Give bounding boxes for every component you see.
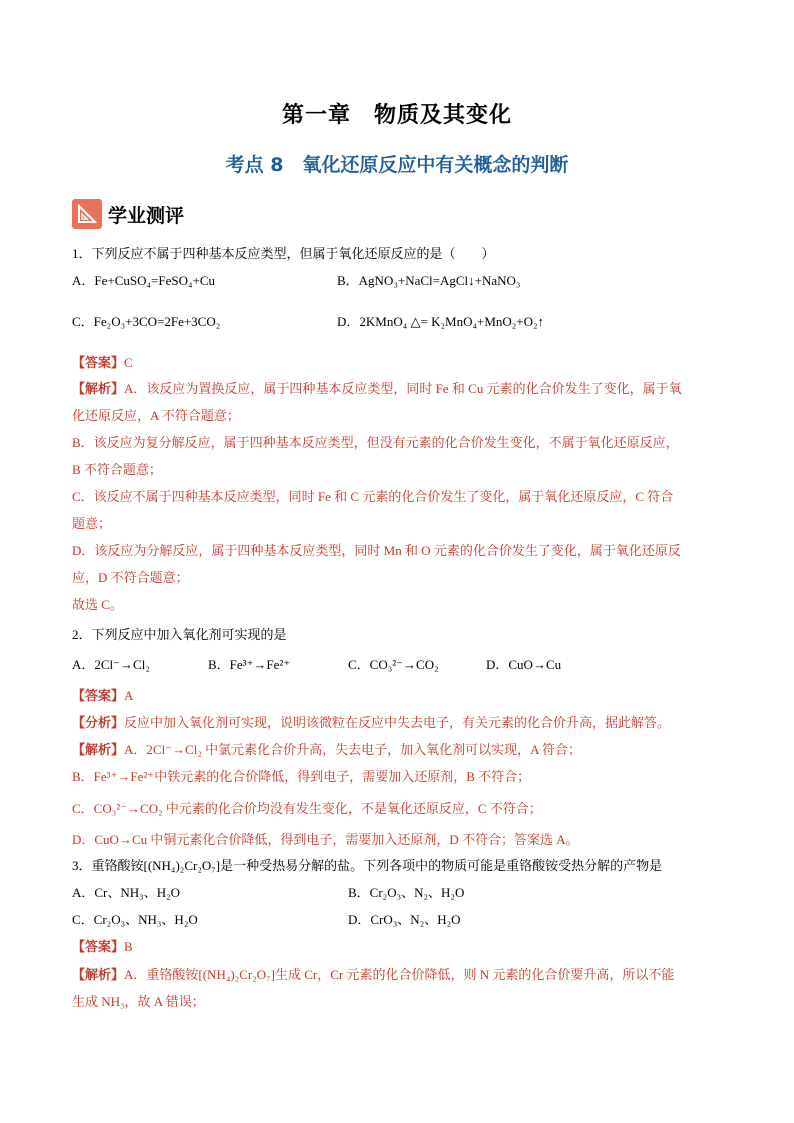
q3-analysis-line — [72, 966, 674, 984]
q3-option-d: D．CrO₃、N₂、H₂O — [348, 912, 461, 927]
q3-answer — [72, 938, 133, 956]
q3-analysis-line: 生成 NH₃，故 A 错误； — [72, 994, 205, 1009]
answer-value: A — [124, 688, 134, 703]
answer-tag: 【答案】 — [72, 939, 125, 954]
q2-option-a: A．2Cl⁻→Cl₂ — [72, 657, 150, 672]
q2-analysis-line — [72, 741, 581, 759]
q1-answer — [72, 354, 133, 372]
question-3-stem: 3．重铬酸铵[(NH₄)₂Cr₂O₇]是一种受热易分解的盐。下列各项中的物质可能是重铬酸铵受热分解的产物是 — [72, 858, 663, 873]
q3-option-a: A．Cr、NH₃、H₂O — [72, 885, 181, 900]
fenxi-text: 反应中加入氧化剂可实现，说明该微粒在反应中失去电子，有关元素的化合价升高，据此解答。 — [124, 715, 671, 730]
q2-option-d: D．CuO→Cu — [486, 657, 562, 672]
q2-fenxi-line — [72, 714, 670, 732]
q2-analysis-line: D．CuO→Cu 中铜元素化合价降低，得到电子，需要加入还原剂，D 不符合；答案选 A。 — [72, 832, 579, 847]
answer-value: C — [124, 355, 133, 370]
q1-analysis-line: B．该反应为复分解反应，属于四种基本反应类型，但没有元素的化合价发生变化，不属于氧化还原反应， — [72, 435, 679, 450]
q3-option-c: C．Cr₂O₃、NH₃、H₂O — [72, 912, 198, 927]
q3-option-b: B．Cr₂O₃、N₂、H₂O — [348, 885, 465, 900]
q1-option-a: A．Fe+CuSO₄=FeSO₄+Cu — [72, 273, 216, 288]
analysis-tag: 【解析】 — [72, 742, 125, 757]
q1-analysis-line: D．该反应为分解反应，属于四种基本反应类型，同时 Mn 和 O 元素的化合价发生了变化，属于氧化还原反 — [72, 543, 681, 558]
analysis-tag: 【解析】 — [72, 381, 125, 396]
q1-analysis-line: C．该反应不属于四种基本反应类型，同时 Fe 和 C 元素的化合价发生了变化，属于氧化还原反应，C 符合 — [72, 489, 674, 504]
analysis-tag: 【解析】 — [72, 967, 125, 982]
q1-option-b: B．AgNO₃+NaCl=AgCl↓+NaNO₃ — [337, 273, 521, 288]
question-1-stem: 1．下列反应不属于四种基本反应类型，但属于氧化还原反应的是（ ） — [72, 246, 495, 261]
q2-analysis-line: B．Fe³⁺→Fe²⁺中铁元素的化合价降低，得到电子，需要加入还原剂，B 不符合； — [72, 769, 531, 784]
topic-title: 考点 8 氧化还原反应中有关概念的判断 — [225, 154, 569, 176]
q1-option-d: D．2KMnO₄ △= K₂MnO₄+MnO₂+O₂↑ — [337, 314, 545, 329]
answer-tag: 【答案】 — [72, 688, 125, 703]
q1-analysis-line: 化还原反应，A 不符合题意； — [72, 408, 240, 423]
question-2-stem: 2．下列反应中加入氧化剂可实现的是 — [72, 627, 287, 642]
analysis-text: A．该反应为置换反应，属于四种基本反应类型，同时 Fe 和 Cu 元素的化合价发生了变化，属于氧 — [124, 381, 682, 396]
section-header — [72, 197, 184, 231]
analysis-text: A．重铬酸铵[(NH₄)₂Cr₂O₇]生成 Cr，Cr 元素的化合价降低，则 N 元素的化合价要升高，所以不能 — [124, 967, 675, 982]
analysis-text: A．2Cl⁻→Cl₂ 中氯元素化合价升高，失去电子，加入氧化剂可以实现，A 符合； — [124, 742, 582, 757]
chapter-title: 第一章 物质及其变化 — [281, 103, 512, 128]
ruler-triangle-icon — [72, 199, 102, 229]
q1-analysis-line: 故选 C。 — [72, 597, 123, 612]
answer-tag: 【答案】 — [72, 355, 125, 370]
fenxi-tag: 【分析】 — [72, 715, 125, 730]
q2-answer — [72, 687, 133, 705]
q1-analysis-line: 应，D 不符合题意； — [72, 570, 189, 585]
answer-value: B — [124, 939, 133, 954]
q1-analysis-line: 题意； — [72, 516, 112, 531]
q1-analysis-line — [72, 380, 682, 398]
q1-option-c: C．Fe₂O₃+3CO=2Fe+3CO₂ — [72, 314, 221, 329]
q2-option-b: B．Fe³⁺→Fe²⁺ — [208, 657, 291, 672]
q1-analysis-line: B 不符合题意； — [72, 462, 162, 477]
q2-analysis-line: C．CO₃²⁻→CO₂ 中元素的化合价均没有发生变化，不是氧化还原反应，C 不符合； — [72, 801, 542, 816]
q2-option-c: C．CO₃²⁻→CO₂ — [348, 657, 439, 672]
section-label: 学业测评 — [108, 204, 185, 227]
